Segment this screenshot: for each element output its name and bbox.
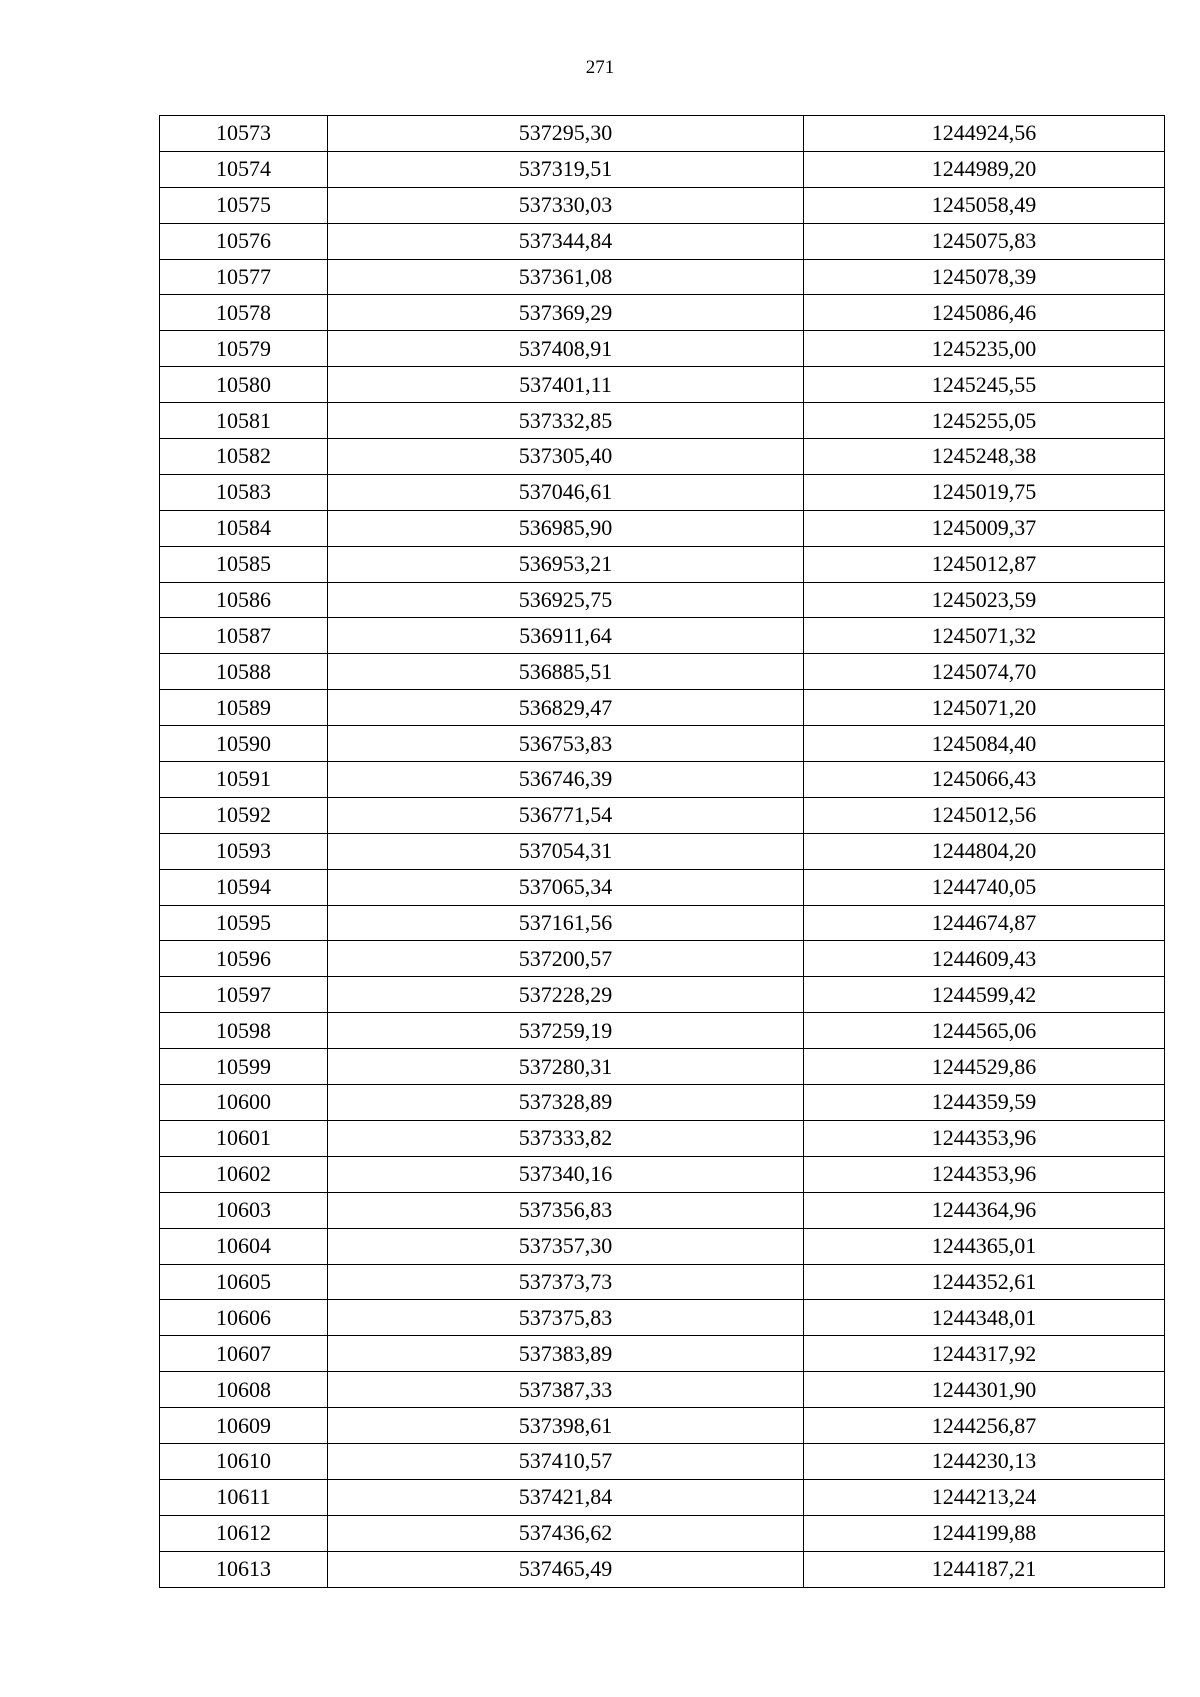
x-coordinate-cell: 537054,31	[328, 833, 804, 869]
table-row	[160, 726, 1165, 762]
table-row	[160, 690, 1165, 726]
point-number-cell: 10583	[160, 474, 328, 510]
table-row	[160, 1443, 1165, 1479]
y-coordinate-cell: 1245255,05	[804, 403, 1165, 439]
table-row	[160, 1336, 1165, 1372]
point-number-cell: 10579	[160, 331, 328, 367]
x-coordinate-cell: 537280,31	[328, 1049, 804, 1085]
table-row	[160, 295, 1165, 331]
table-row	[160, 1551, 1165, 1587]
table-row	[160, 331, 1165, 367]
table-row	[160, 1515, 1165, 1551]
x-coordinate-cell: 537046,61	[328, 474, 804, 510]
table-row	[160, 1264, 1165, 1300]
y-coordinate-cell: 1245009,37	[804, 510, 1165, 546]
x-coordinate-cell: 537369,29	[328, 295, 804, 331]
x-coordinate-cell: 536885,51	[328, 654, 804, 690]
y-coordinate-cell: 1244565,06	[804, 1013, 1165, 1049]
x-coordinate-cell: 537295,30	[328, 116, 804, 152]
y-coordinate-cell: 1244529,86	[804, 1049, 1165, 1085]
x-coordinate-cell: 537375,83	[328, 1300, 804, 1336]
y-coordinate-cell: 1244364,96	[804, 1192, 1165, 1228]
point-number-cell: 10590	[160, 726, 328, 762]
x-coordinate-cell: 537330,03	[328, 187, 804, 223]
x-coordinate-cell: 537357,30	[328, 1228, 804, 1264]
y-coordinate-cell: 1245012,56	[804, 797, 1165, 833]
table-row	[160, 1372, 1165, 1408]
table-row	[160, 977, 1165, 1013]
x-coordinate-cell: 537383,89	[328, 1336, 804, 1372]
point-number-cell: 10591	[160, 762, 328, 798]
table-row	[160, 869, 1165, 905]
point-number-cell: 10576	[160, 223, 328, 259]
y-coordinate-cell: 1244199,88	[804, 1515, 1165, 1551]
y-coordinate-cell: 1244740,05	[804, 869, 1165, 905]
x-coordinate-cell: 537465,49	[328, 1551, 804, 1587]
table-row	[160, 367, 1165, 403]
table-row	[160, 116, 1165, 152]
table-row	[160, 259, 1165, 295]
table-row	[160, 1049, 1165, 1085]
point-number-cell: 10605	[160, 1264, 328, 1300]
x-coordinate-cell: 536746,39	[328, 762, 804, 798]
y-coordinate-cell: 1244674,87	[804, 905, 1165, 941]
y-coordinate-cell: 1244352,61	[804, 1264, 1165, 1300]
point-number-cell: 10604	[160, 1228, 328, 1264]
table-row	[160, 439, 1165, 475]
table-row	[160, 1228, 1165, 1264]
table-row	[160, 905, 1165, 941]
x-coordinate-cell: 537410,57	[328, 1443, 804, 1479]
table-row	[160, 582, 1165, 618]
x-coordinate-cell: 537373,73	[328, 1264, 804, 1300]
point-number-cell: 10581	[160, 403, 328, 439]
table-row	[160, 151, 1165, 187]
y-coordinate-cell: 1244609,43	[804, 941, 1165, 977]
table-row	[160, 510, 1165, 546]
x-coordinate-cell: 537065,34	[328, 869, 804, 905]
point-number-cell: 10599	[160, 1049, 328, 1085]
y-coordinate-cell: 1244187,21	[804, 1551, 1165, 1587]
table-row	[160, 1479, 1165, 1515]
y-coordinate-cell: 1245075,83	[804, 223, 1165, 259]
point-number-cell: 10580	[160, 367, 328, 403]
table-row	[160, 1013, 1165, 1049]
coordinates-table	[159, 115, 1165, 1588]
y-coordinate-cell: 1245071,32	[804, 618, 1165, 654]
point-number-cell: 10577	[160, 259, 328, 295]
point-number-cell: 10603	[160, 1192, 328, 1228]
point-number-cell: 10601	[160, 1120, 328, 1156]
x-coordinate-cell: 537398,61	[328, 1408, 804, 1444]
table-row	[160, 833, 1165, 869]
point-number-cell: 10575	[160, 187, 328, 223]
point-number-cell: 10598	[160, 1013, 328, 1049]
y-coordinate-cell: 1245235,00	[804, 331, 1165, 367]
y-coordinate-cell: 1244301,90	[804, 1372, 1165, 1408]
y-coordinate-cell: 1245023,59	[804, 582, 1165, 618]
point-number-cell: 10600	[160, 1085, 328, 1121]
point-number-cell: 10608	[160, 1372, 328, 1408]
x-coordinate-cell: 537387,33	[328, 1372, 804, 1408]
point-number-cell: 10582	[160, 439, 328, 475]
x-coordinate-cell: 537161,56	[328, 905, 804, 941]
x-coordinate-cell: 536953,21	[328, 546, 804, 582]
y-coordinate-cell: 1245074,70	[804, 654, 1165, 690]
point-number-cell: 10597	[160, 977, 328, 1013]
point-number-cell: 10587	[160, 618, 328, 654]
point-number-cell: 10612	[160, 1515, 328, 1551]
y-coordinate-cell: 1244353,96	[804, 1120, 1165, 1156]
y-coordinate-cell: 1244213,24	[804, 1479, 1165, 1515]
x-coordinate-cell: 537328,89	[328, 1085, 804, 1121]
x-coordinate-cell: 536829,47	[328, 690, 804, 726]
y-coordinate-cell: 1244599,42	[804, 977, 1165, 1013]
table-row	[160, 1192, 1165, 1228]
x-coordinate-cell: 536911,64	[328, 618, 804, 654]
point-number-cell: 10593	[160, 833, 328, 869]
table-row	[160, 1408, 1165, 1444]
y-coordinate-cell: 1244365,01	[804, 1228, 1165, 1264]
y-coordinate-cell: 1245012,87	[804, 546, 1165, 582]
y-coordinate-cell: 1245086,46	[804, 295, 1165, 331]
y-coordinate-cell: 1245084,40	[804, 726, 1165, 762]
y-coordinate-cell: 1245245,55	[804, 367, 1165, 403]
table-row	[160, 1120, 1165, 1156]
y-coordinate-cell: 1244256,87	[804, 1408, 1165, 1444]
x-coordinate-cell: 537259,19	[328, 1013, 804, 1049]
point-number-cell: 10588	[160, 654, 328, 690]
x-coordinate-cell: 536985,90	[328, 510, 804, 546]
table-row	[160, 654, 1165, 690]
y-coordinate-cell: 1244353,96	[804, 1156, 1165, 1192]
y-coordinate-cell: 1244359,59	[804, 1085, 1165, 1121]
x-coordinate-cell: 537421,84	[328, 1479, 804, 1515]
table-row	[160, 546, 1165, 582]
x-coordinate-cell: 536753,83	[328, 726, 804, 762]
x-coordinate-cell: 536925,75	[328, 582, 804, 618]
x-coordinate-cell: 537228,29	[328, 977, 804, 1013]
y-coordinate-cell: 1245066,43	[804, 762, 1165, 798]
point-number-cell: 10607	[160, 1336, 328, 1372]
x-coordinate-cell: 537408,91	[328, 331, 804, 367]
x-coordinate-cell: 537333,82	[328, 1120, 804, 1156]
y-coordinate-cell: 1244317,92	[804, 1336, 1165, 1372]
point-number-cell: 10606	[160, 1300, 328, 1336]
y-coordinate-cell: 1244804,20	[804, 833, 1165, 869]
y-coordinate-cell: 1244989,20	[804, 151, 1165, 187]
y-coordinate-cell: 1245058,49	[804, 187, 1165, 223]
x-coordinate-cell: 537332,85	[328, 403, 804, 439]
point-number-cell: 10595	[160, 905, 328, 941]
y-coordinate-cell: 1245248,38	[804, 439, 1165, 475]
point-number-cell: 10609	[160, 1408, 328, 1444]
x-coordinate-cell: 537340,16	[328, 1156, 804, 1192]
x-coordinate-cell: 537305,40	[328, 439, 804, 475]
table-row	[160, 1156, 1165, 1192]
point-number-cell: 10610	[160, 1443, 328, 1479]
y-coordinate-cell: 1245019,75	[804, 474, 1165, 510]
table-row	[160, 618, 1165, 654]
page-number: 271	[585, 57, 615, 78]
point-number-cell: 10596	[160, 941, 328, 977]
table-row	[160, 474, 1165, 510]
point-number-cell: 10585	[160, 546, 328, 582]
table-row	[160, 1085, 1165, 1121]
table-row	[160, 941, 1165, 977]
x-coordinate-cell: 537356,83	[328, 1192, 804, 1228]
point-number-cell: 10592	[160, 797, 328, 833]
point-number-cell: 10586	[160, 582, 328, 618]
point-number-cell: 10578	[160, 295, 328, 331]
y-coordinate-cell: 1244924,56	[804, 116, 1165, 152]
y-coordinate-cell: 1244230,13	[804, 1443, 1165, 1479]
point-number-cell: 10584	[160, 510, 328, 546]
coordinates-table-body	[160, 116, 1165, 1588]
y-coordinate-cell: 1244348,01	[804, 1300, 1165, 1336]
table-row	[160, 797, 1165, 833]
point-number-cell: 10613	[160, 1551, 328, 1587]
point-number-cell: 10602	[160, 1156, 328, 1192]
y-coordinate-cell: 1245071,20	[804, 690, 1165, 726]
table-row	[160, 403, 1165, 439]
x-coordinate-cell: 537401,11	[328, 367, 804, 403]
table-row	[160, 1300, 1165, 1336]
x-coordinate-cell: 537200,57	[328, 941, 804, 977]
point-number-cell: 10611	[160, 1479, 328, 1515]
table-row	[160, 187, 1165, 223]
point-number-cell: 10594	[160, 869, 328, 905]
x-coordinate-cell: 537319,51	[328, 151, 804, 187]
y-coordinate-cell: 1245078,39	[804, 259, 1165, 295]
x-coordinate-cell: 536771,54	[328, 797, 804, 833]
x-coordinate-cell: 537361,08	[328, 259, 804, 295]
table-row	[160, 223, 1165, 259]
x-coordinate-cell: 537436,62	[328, 1515, 804, 1551]
x-coordinate-cell: 537344,84	[328, 223, 804, 259]
table-row	[160, 762, 1165, 798]
point-number-cell: 10573	[160, 116, 328, 152]
point-number-cell: 10574	[160, 151, 328, 187]
point-number-cell: 10589	[160, 690, 328, 726]
